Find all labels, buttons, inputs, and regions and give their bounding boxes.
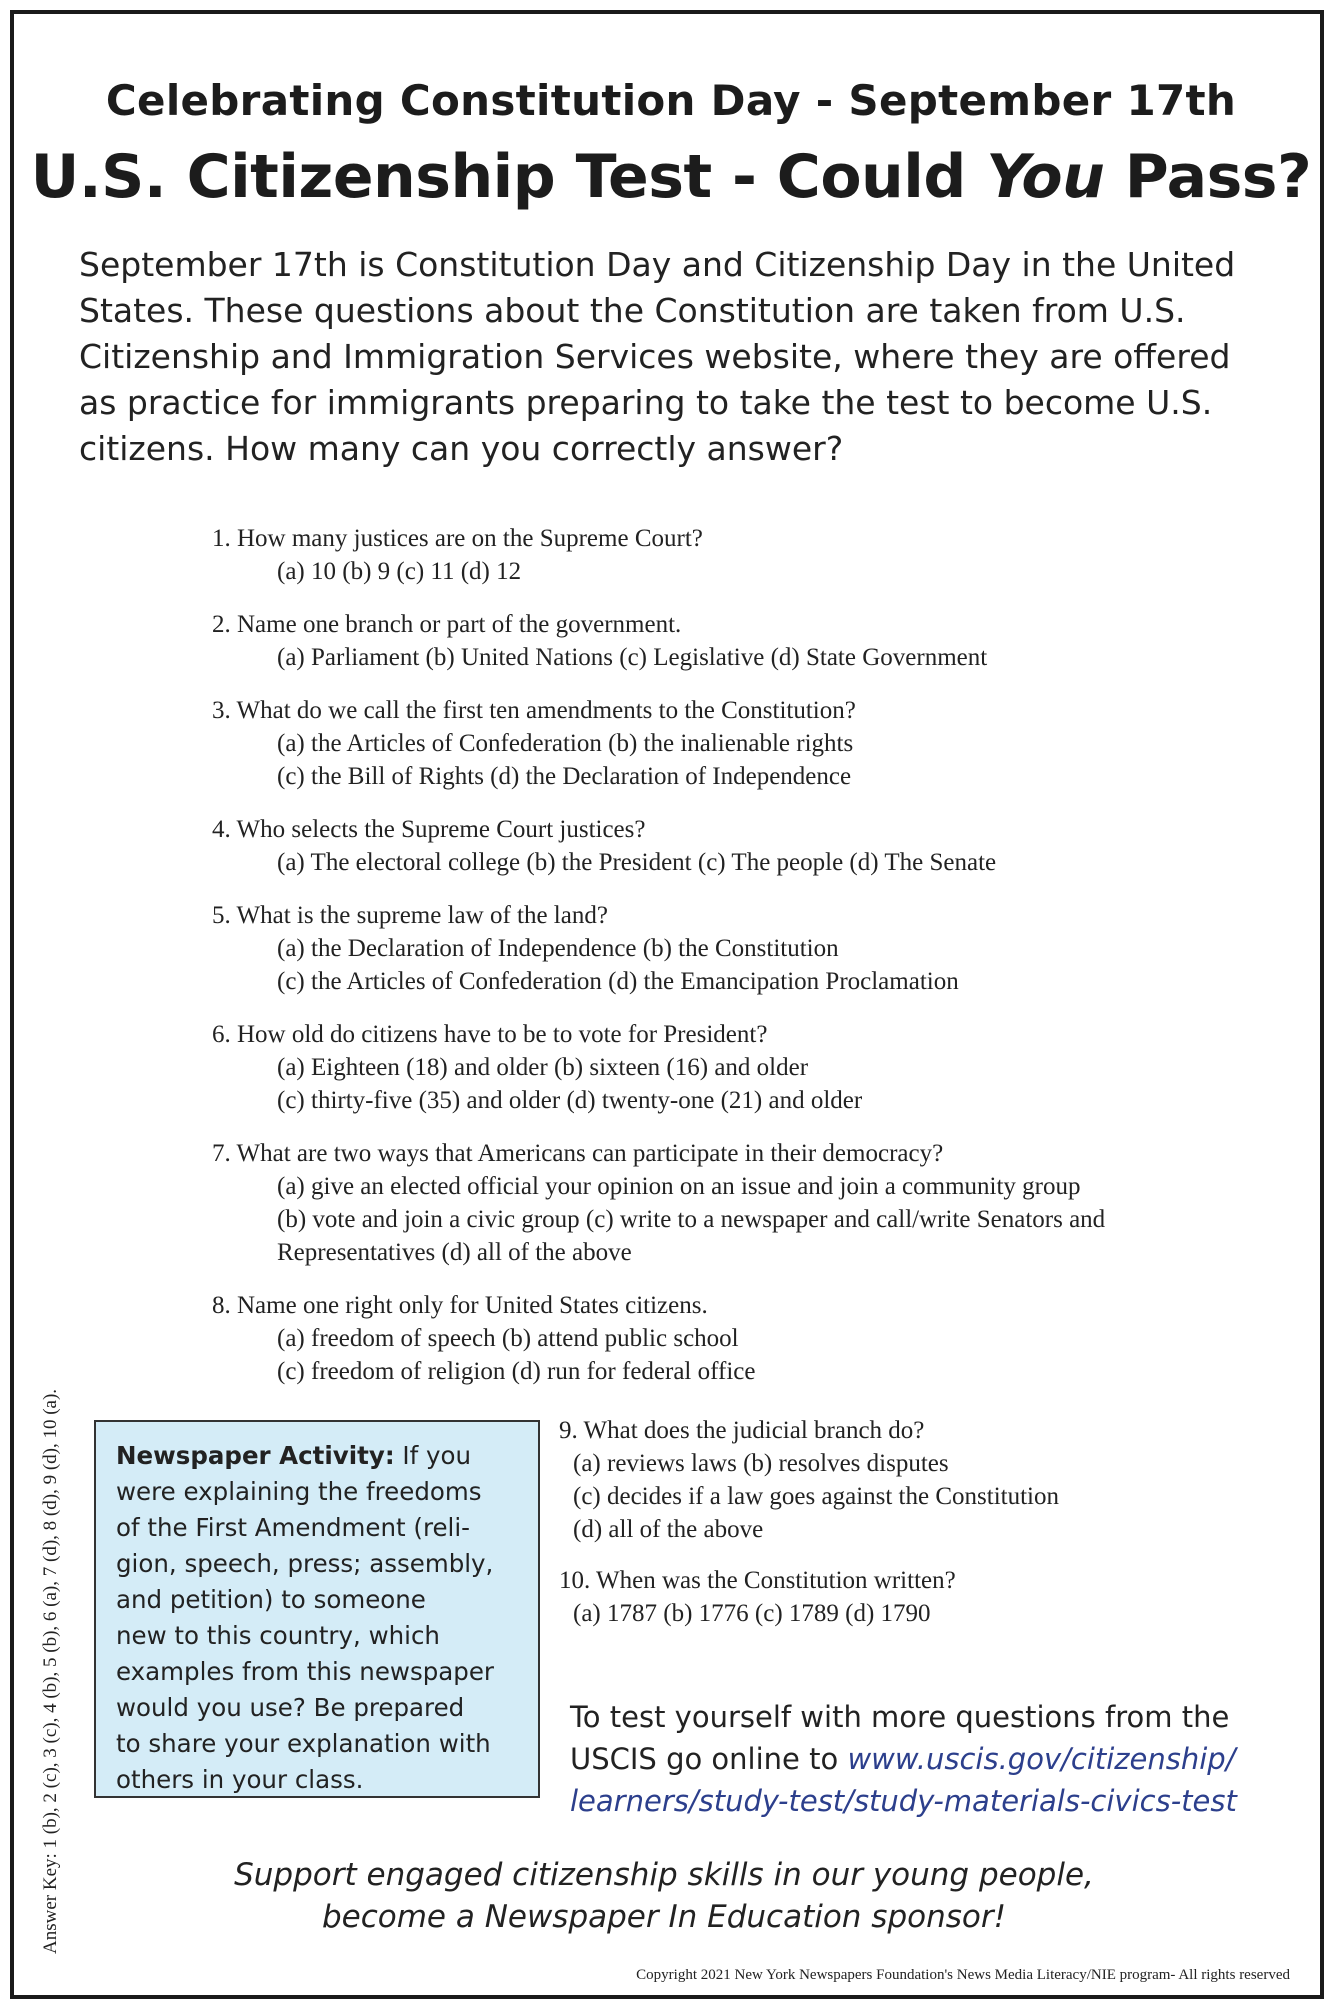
question-1	[212, 522, 1292, 588]
uscis-link-part2[interactable]: learners/study-test/study-materials-civics-test	[570, 1784, 1237, 1818]
question-7	[212, 1137, 1292, 1269]
intro-line: September 17th is Constitution Day and Citizenship Day in the United	[79, 245, 1236, 284]
online-line	[570, 1738, 1310, 1780]
answer-key: Answer Key: 1 (b), 2 (c), 3 (c), 4 (b), 5 (b), 6 (a), 7 (d), 8 (d), 9 (d), 10 (a).	[40, 1388, 61, 1954]
question-2	[212, 608, 1292, 674]
activity-line: to share your explanation with	[116, 1729, 491, 1758]
activity-line: would you use? Be prepared	[116, 1693, 465, 1722]
intro-paragraph	[79, 242, 1264, 472]
question-10	[559, 1564, 1299, 1630]
intro-line: citizens. How many can you correctly answer?	[79, 429, 844, 468]
question-options: (a) the Articles of Confederation (b) the inalienable rights	[277, 730, 854, 757]
intro-line: as practice for immigrants preparing to take the test to become U.S.	[79, 383, 1213, 422]
activity-line: and petition) to someone	[116, 1585, 426, 1614]
copyright-notice: Copyright 2021 New York Newspapers Foundation's News Media Literacy/NIE program- All rights reserved	[636, 1967, 1290, 1983]
intro-line: States. These questions about the Constitution are taken from U.S.	[79, 291, 1186, 330]
question-stem: 10. When was the Constitution written?	[559, 1567, 956, 1594]
question-5	[212, 899, 1292, 998]
activity-text: If you	[394, 1441, 472, 1470]
question-stem: 2. Name one branch or part of the government.	[212, 611, 682, 638]
question-options: (a) Parliament (b) United Nations (c) Legislative (d) State Government	[277, 644, 988, 671]
question-options: (a) Eighteen (18) and older (b) sixteen (16) and older	[277, 1054, 809, 1081]
activity-line: examples from this newspaper	[116, 1657, 494, 1686]
sponsor-line: Support engaged citizenship skills in our young people,	[234, 1857, 1094, 1893]
activity-line: new to this country, which	[116, 1621, 440, 1650]
question-6	[212, 1018, 1292, 1117]
question-options: (b) vote and join a civic group (c) write to a newspaper and call/write Senators and	[277, 1206, 1106, 1233]
activity-line: of the First Amendment (reli-	[116, 1513, 471, 1542]
title-text-before: U.S. Citizenship Test - Could	[30, 142, 987, 212]
online-resources	[570, 1696, 1310, 1822]
question-options: (a) reviews laws (b) resolves disputes	[573, 1450, 949, 1477]
question-options: (a) the Declaration of Independence (b) the Constitution	[277, 935, 839, 962]
page-subtitle: Celebrating Constitution Day - September 17th	[105, 76, 1237, 125]
question-8	[212, 1289, 1292, 1388]
question-options: (c) decides if a law goes against the Constitution	[573, 1483, 1059, 1510]
question-options: (a) The electoral college (b) the President (c) The people (d) The Senate	[277, 849, 997, 876]
question-stem: 7. What are two ways that Americans can participate in their democracy?	[212, 1140, 944, 1167]
question-stem: 6. How old do citizens have to be to vote for President?	[212, 1021, 768, 1048]
sponsor-message	[164, 1854, 1164, 1938]
newspaper-activity-box	[94, 1420, 540, 1798]
activity-heading: Newspaper Activity:	[116, 1441, 395, 1470]
online-text: USCIS go online to	[570, 1742, 848, 1776]
online-line: To test yourself with more questions from the	[570, 1700, 1230, 1734]
question-options: (a) freedom of speech (b) attend public school	[277, 1325, 739, 1352]
question-stem: 5. What is the supreme law of the land?	[212, 902, 608, 929]
uscis-link-part1[interactable]: www.uscis.gov/citizenship/	[847, 1742, 1236, 1776]
question-stem: 8. Name one right only for United States citizens.	[212, 1292, 708, 1319]
question-3	[212, 694, 1292, 793]
activity-line: were explaining the freedoms	[116, 1477, 482, 1506]
question-options: (c) the Bill of Rights (d) the Declaration of Independence	[277, 763, 852, 790]
activity-line: others in your class.	[116, 1765, 364, 1794]
page-title	[14, 142, 1328, 212]
question-stem: 3. What do we call the first ten amendments to the Constitution?	[212, 697, 856, 724]
question-options: (a) 1787 (b) 1776 (c) 1789 (d) 1790	[573, 1600, 931, 1627]
activity-line	[116, 1438, 524, 1474]
question-stem: 9. What does the judicial branch do?	[559, 1417, 925, 1444]
question-options: (c) freedom of religion (d) run for federal office	[277, 1358, 756, 1385]
title-text-after: Pass?	[1104, 142, 1312, 212]
question-9	[559, 1414, 1299, 1546]
sponsor-line: become a Newspaper In Education sponsor!	[321, 1899, 1007, 1935]
question-options: (a) 10 (b) 9 (c) 11 (d) 12	[277, 558, 522, 585]
activity-line: gion, speech, press; assembly,	[116, 1549, 494, 1578]
question-options: (c) thirty-five (35) and older (d) twenty-one (21) and older	[277, 1087, 863, 1114]
question-stem: 4. Who selects the Supreme Court justices?	[212, 816, 646, 843]
question-options: (c) the Articles of Confederation (d) the Emancipation Proclamation	[277, 968, 959, 995]
question-options: (d) all of the above	[573, 1516, 764, 1543]
question-list-right	[559, 1414, 1299, 1648]
question-options: (a) give an elected official your opinion on an issue and join a community group	[277, 1173, 1081, 1200]
question-4	[212, 813, 1292, 879]
intro-line: Citizenship and Immigration Services website, where they are offered	[79, 337, 1231, 376]
title-emphasis: You	[986, 142, 1105, 212]
question-stem: 1. How many justices are on the Supreme Court?	[212, 525, 703, 552]
question-list	[212, 522, 1292, 1408]
question-options: Representatives (d) all of the above	[277, 1239, 632, 1266]
page-frame	[10, 10, 1324, 1999]
